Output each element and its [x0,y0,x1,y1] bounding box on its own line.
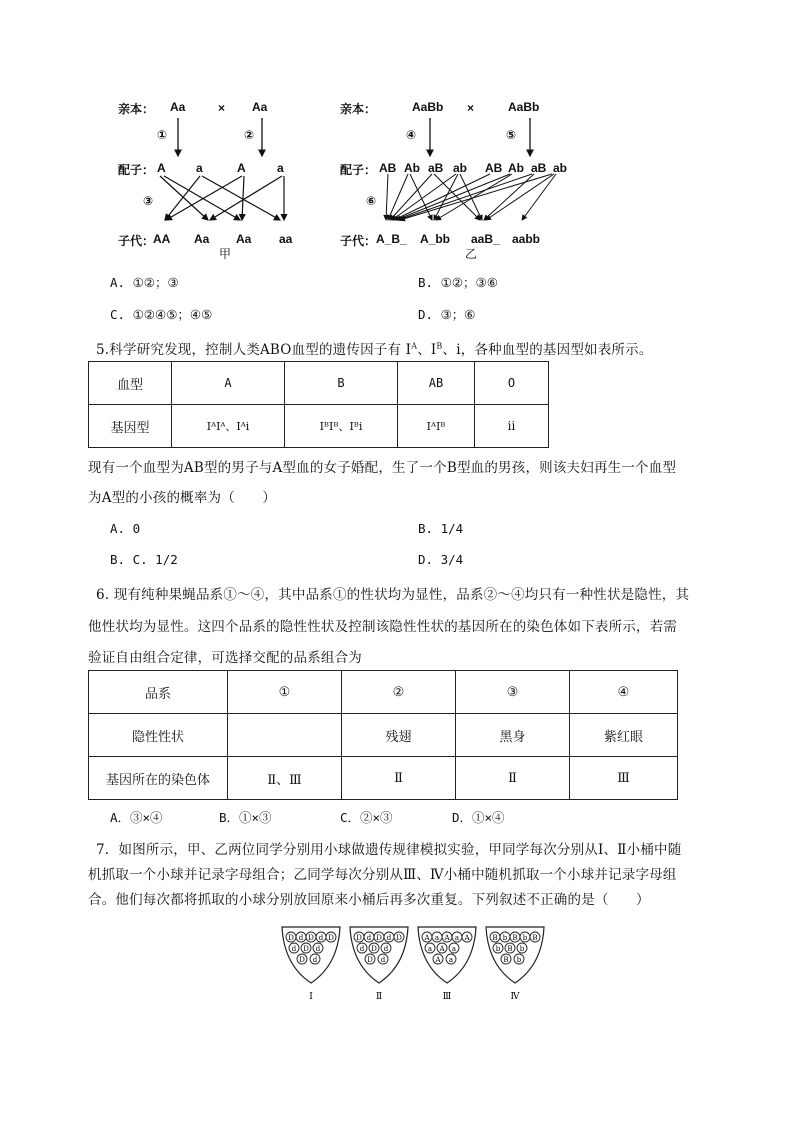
bucket-label: Ⅰ [309,992,313,1002]
option-c[interactable]: C. ①②④⑤；④⑤ [110,307,213,322]
gamete: a [277,161,284,175]
option-b[interactable]: B. 1/4 [418,521,464,536]
ball-letter: B [492,934,498,942]
ball-letter: b [502,934,508,942]
ball-letter: b [516,956,522,964]
table-cell: ③ [456,671,570,714]
gamete: ab [453,161,468,175]
ball-letter: a [454,934,460,942]
offspring: A_B_ [376,232,407,246]
offspring: aa [279,232,293,246]
ball-letter: d [315,945,321,953]
step-3: ③ [143,194,154,208]
table-cell: 基因所在的染色体 [89,757,228,800]
table-cell: 隐性性状 [89,714,228,757]
offspring-label: 子代： [340,234,377,248]
q6-line2: 他性状均为显性。这四个品系的隐性性状及控制该隐性性状的基因所在的染色体如下表所示，若需 [88,619,678,635]
table-cell: IᴮIᴮ、Iᴮi [285,405,398,448]
arrow-gamete [210,176,282,220]
table-cell: 品系 [89,671,228,714]
arrow-gamete [386,174,388,220]
ball-letter: D [288,934,294,942]
parent-2: AaBb [508,100,540,114]
option-b[interactable]: B. ①②；③⑥ [418,275,498,290]
gamete-label: 配子： [118,163,155,177]
arrow-gamete [388,174,408,220]
gamete: A [157,161,166,175]
table-cell: A [172,362,285,405]
blood-type-table [88,361,549,448]
table-cell: Ⅱ [342,757,456,800]
arrow-gamete [242,176,244,220]
ball-letter: d [318,934,324,942]
ball-letter: b [519,945,525,953]
option-a[interactable]: A．③×④ [110,810,163,825]
table-cell: 基因型 [89,405,172,448]
ball-letter: d [298,934,304,942]
arrow-gamete [436,174,512,220]
parent-2: Aa [252,100,268,114]
step-5: ⑤ [506,128,517,142]
ball-letter: B [503,956,509,964]
option-a[interactable]: A. 0 [110,521,141,536]
cross-symbol: × [218,101,226,115]
option-c[interactable]: C．②×③ [340,810,393,825]
ball-letter: B [507,945,513,953]
arrows-jia [110,110,310,235]
ball-letter: B [532,934,538,942]
parent-1: Aa [170,100,186,114]
ball-letter: a [434,934,440,942]
cross-symbol: × [467,101,475,115]
option-d[interactable]: D. ③；⑥ [418,307,476,322]
gamete: Ab [404,161,420,175]
ball-letter: d [312,956,318,964]
gamete: aB [531,161,547,175]
ball-letter: b [495,945,501,953]
table-cell: 血型 [89,362,172,405]
arrow-gamete [202,176,280,220]
ball-letter: A [464,934,470,942]
ball-letter: A [435,956,441,964]
ball-letter: D [308,934,314,942]
table-cell: ii [475,405,549,448]
ball-letter: d [366,934,372,942]
ball-letter: D [371,945,377,953]
table-cell: 紫红眼 [570,714,678,757]
ball-letter: b [522,934,528,942]
table-cell: Ⅲ [570,757,678,800]
ball-letter: A [439,945,445,953]
table-cell: 残翅 [342,714,456,757]
q5-line2: 为A型的小孩的概率为（ ） [88,490,277,506]
q7-line1: 7．如图所示，甲、乙两位同学分别用小球做遗传规律模拟实验，甲同学每次分别从Ⅰ、Ⅱ小桶中随 [96,842,682,858]
ball-letter: D [396,934,402,942]
ball-letter: d [386,934,392,942]
option-b[interactable]: B．①×③ [219,810,272,825]
arrow-gamete [164,176,240,220]
step-4: ④ [406,128,417,142]
offspring: aaB_ [471,232,500,246]
arrow-gamete [460,174,482,220]
table-cell: ② [342,671,456,714]
offspring: Aa [194,232,210,246]
caption-jia: 甲 [219,247,232,261]
table-cell: Ⅱ、Ⅲ [228,757,342,800]
ball-letter: D [356,934,362,942]
gamete-label: 配子： [340,163,377,177]
q6-line1: 6. 现有纯种果蝇品系①～④，其中品系①的性状均为显性，品系②～④均只有一种性状是隐性，其 [96,587,690,603]
ball-letter: D [367,956,373,964]
ball-letter: D [328,934,334,942]
gamete: ab [553,161,568,175]
ball-letter: d [359,945,365,953]
bucket-label: Ⅱ [375,992,383,1002]
caption-yi: 乙 [465,247,478,261]
bucket-label: Ⅲ [442,992,452,1002]
arrow-gamete [166,176,242,220]
parent-label: 亲本： [118,102,155,116]
gamete: a [196,161,203,175]
table-cell: 黑身 [456,714,570,757]
ball-letter: D [303,945,309,953]
ball-letter: a [448,956,454,964]
step-2: ② [244,128,255,142]
table-cell: IᴬIᴮ [398,405,475,448]
bucket [418,927,476,1002]
ball-letter: d [380,956,386,964]
ball-letter: B [512,934,518,942]
arrow-gamete [160,176,208,220]
ball-letter: A [424,934,430,942]
parent-1: AaBb [412,100,444,114]
bucket [282,927,340,1002]
ball-letter: D [299,956,305,964]
gamete: aB [428,161,444,175]
gamete: AB [379,161,397,175]
option-d[interactable]: D. 3/4 [418,552,464,567]
q7-line2: 机抓取一个小球并记录字母组合；乙同学每次分别从Ⅲ、Ⅳ小桶中随机抓取一个小球并记录字母组 [88,867,677,883]
step-1: ① [157,128,168,142]
ball-letter: D [376,934,382,942]
q7-line3: 合。他们每次都将抓取的小球分别放回原来小桶后再多次重复。下列叙述不正确的是（ ） [88,892,650,908]
arrows-yi [370,110,580,235]
ball-letter: d [291,945,297,953]
offspring: aabb [512,232,541,246]
bucket [486,927,544,1002]
bucket [350,927,408,1002]
ball-letter: d [383,945,389,953]
option-a[interactable]: A. ①②；③ [110,275,179,290]
q6-line3: 验证自由组合定律，可选择交配的品系组合为 [88,650,362,666]
buckets-figure [276,925,548,1005]
ball-letter: a [427,945,433,953]
table-cell: ④ [570,671,678,714]
option-c[interactable]: B. C. 1/2 [110,552,178,567]
bucket-label: Ⅳ [510,992,520,1002]
step-6: ⑥ [366,194,377,208]
arrow-gamete [165,176,200,220]
ball-letter: a [451,945,457,953]
gamete: AB [485,161,503,175]
table-cell: AB [398,362,475,405]
ball-letter: A [444,934,450,942]
offspring-label: 子代： [118,234,155,248]
offspring: AA [153,232,171,246]
offspring: Aa [236,232,252,246]
table-cell: ① [228,671,342,714]
table-cell [228,714,342,757]
arrow-gamete [390,174,432,220]
offspring: A_bb [420,232,450,246]
arrow-gamete [398,174,532,220]
parent-label: 亲本： [340,102,377,116]
arrow-gamete [486,174,554,220]
table-cell: O [475,362,549,405]
table-cell: B [285,362,398,405]
q5-line1: 现有一个血型为AB型的男子与A型血的女子婚配，生了一个B型血的男孩，则该夫妇再生一个血型 [88,460,677,476]
table-cell: IᴬIᴬ、Iᴬi [172,405,285,448]
gamete: A [237,161,246,175]
option-d[interactable]: D．①×④ [452,810,505,825]
table-cell: Ⅱ [456,757,570,800]
q5-stem: 5.科学研究发现，控制人类ABO血型的遗传因子有 $I^A$、$I^B$、i，各种血型的基因型如表所示。 [96,341,653,358]
fruitfly-strain-table [88,670,678,800]
gamete: Ab [508,161,524,175]
